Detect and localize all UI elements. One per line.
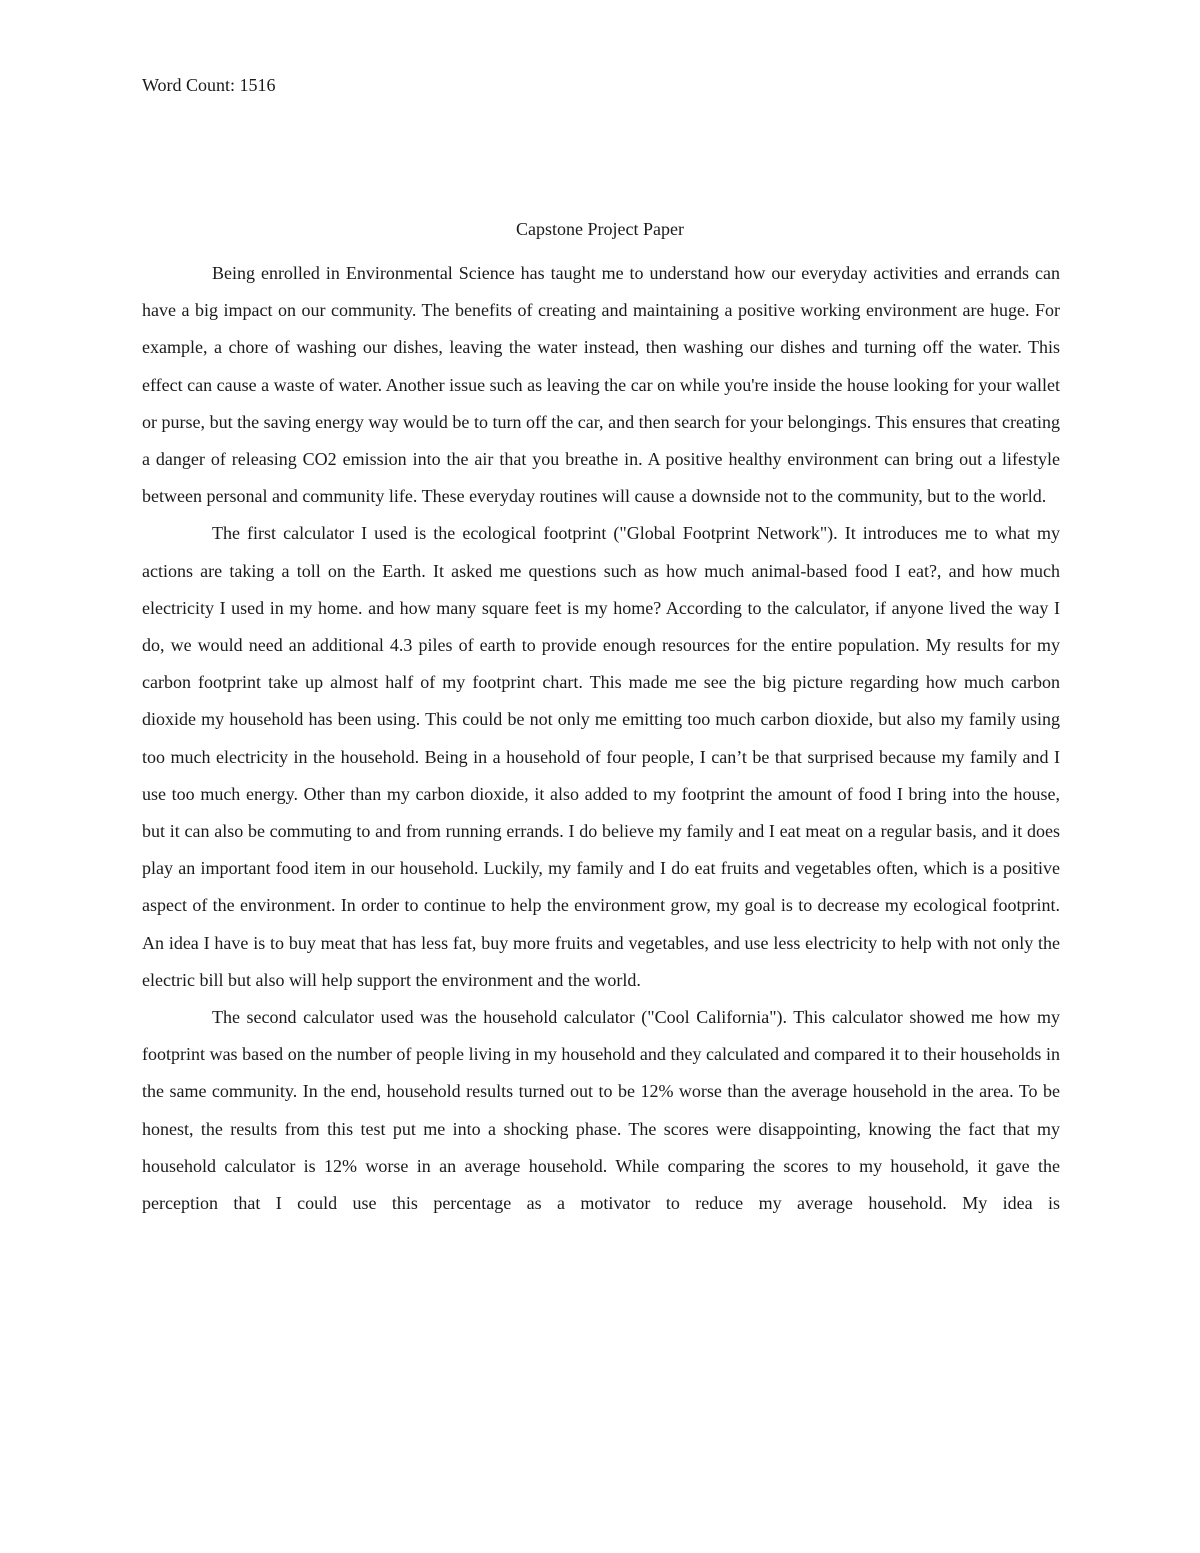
- word-count: Word Count: 1516: [142, 75, 276, 95]
- paragraph-ecological-footprint: The first calculator I used is the ecological footprint ("Global Footprint Network"). It introduces me to what my actions are taking a toll on the Earth. It asked me questions such as how much animal-based food I eat?, and how much electricity I used in my home. and how many square feet is my home? According to the calculator, if anyone lived the way I do, we would need an additional 4.3 piles of earth to provide enough resources for the entire population. My results for my carbon footprint take up almost half of my footprint chart. This made me see the big picture regarding how much carbon dioxide my household has been using. This could be not only me emitting too much carbon dioxide, but also my family using too much electricity in the household. Being in a household of four people, I can’t be that surprised because my family and I use too much energy. Other than my carbon dioxide, it also added to my footprint the amount of food I bring into the house, but it can also be commuting to and from running errands. I do believe my family and I eat meat on a regular basis, and it does play an important food item in our household. Luckily, my family and I do eat fruits and vegetables often, which is a positive aspect of the environment. In order to continue to help the environment grow, my goal is to decrease my ecological footprint. An idea I have is to buy meat that has less fat, buy more fruits and vegetables, and use less electricity to help with not only the electric bill but also will help support the environment and the world.: [142, 523, 1060, 990]
- paragraph-intro: Being enrolled in Environmental Science has taught me to understand how our everyday activities and errands can have a big impact on our community. The benefits of creating and maintaining a positive working environment are huge. For example, a chore of washing our dishes, leaving the water instead, then washing our dishes and turning off the water. This effect can cause a waste of water. Another issue such as leaving the car on while you're inside the house looking for your wallet or purse, but the saving energy way would be to turn off the car, and then search for your belongings. This ensures that creating a danger of releasing CO2 emission into the air that you breathe in. A positive healthy environment can bring out a lifestyle between personal and community life. These everyday routines will cause a downside not to the community, but to the world.: [142, 263, 1060, 507]
- paragraph-household-calculator: The second calculator used was the household calculator ("Cool California"). This calculator showed me how my footprint was based on the number of people living in my household and they calculated and compared it to their households in the same community. In the end, household results turned out to be 12% worse than the average household in the area. To be honest, the results from this test put me into a shocking phase. The scores were disappointing, knowing the fact that my household calculator is 12% worse in an average household. While comparing the scores to my household, it gave the perception that I could use this percentage as a motivator to reduce my average household. My idea is: [142, 1007, 1060, 1214]
- body-text: [142, 255, 1060, 1222]
- page-title: Capstone Project Paper: [516, 219, 684, 239]
